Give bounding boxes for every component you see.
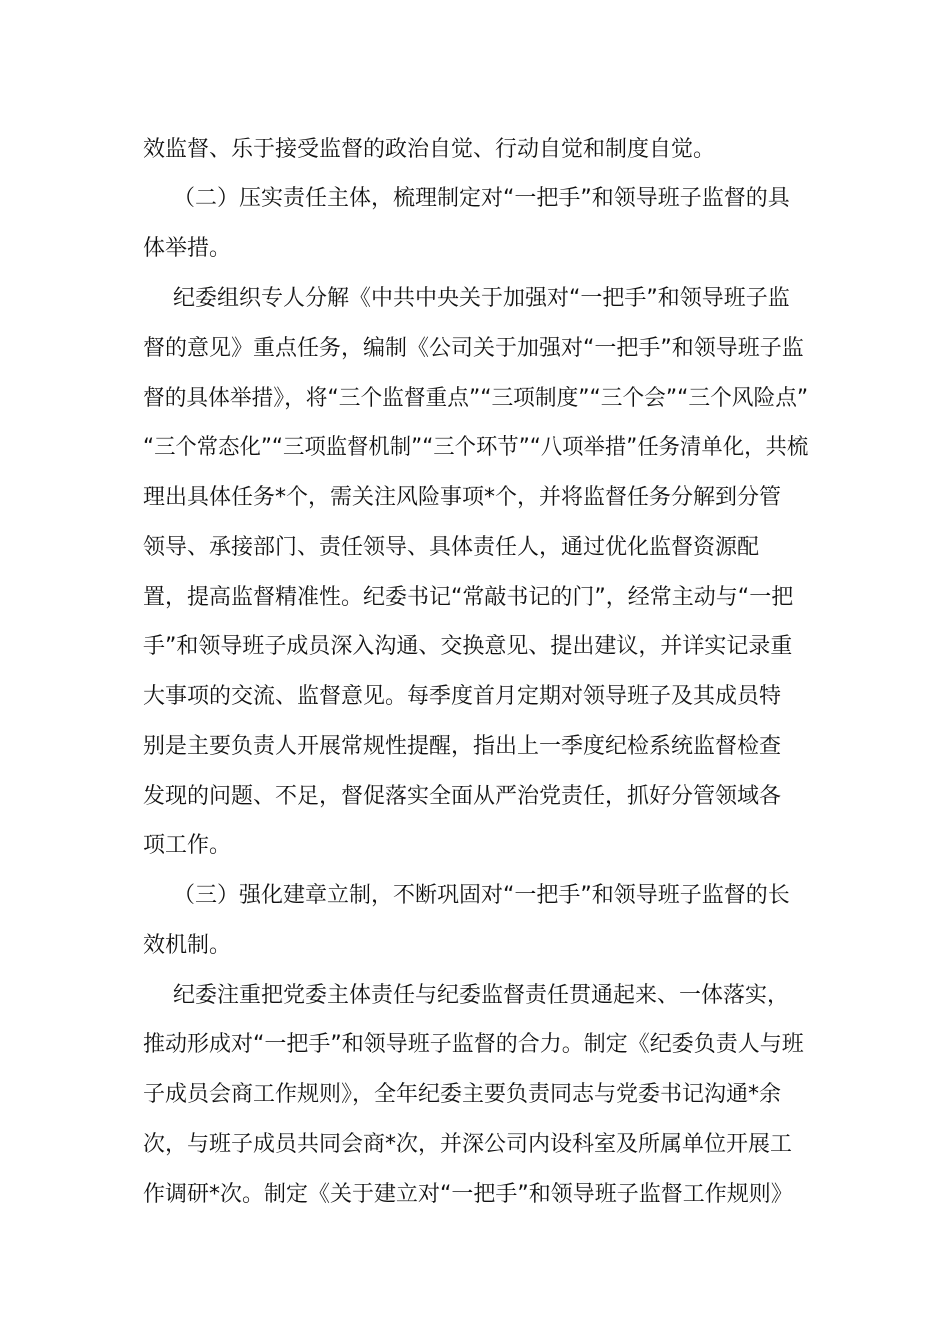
section-heading: （二）压实责任主体，梳理制定对“一把手”和领导班子监督的具 bbox=[173, 186, 790, 211]
text-line: 纪委注重把党委主体责任与纪委监督责任贯通起来、一体落实， bbox=[173, 983, 790, 1008]
section-heading: 效机制。 bbox=[143, 933, 232, 958]
text-line: 效监督、乐于接受监督的政治自觉、行动自觉和制度自觉。 bbox=[143, 137, 716, 162]
text-line: 作调研*次。制定《关于建立对“一把手”和领导班子监督工作规则》 bbox=[143, 1182, 793, 1207]
text-line: 次，与班子成员共同会商*次，并深公司内设科室及所属单位开展工 bbox=[143, 1132, 793, 1157]
text-line: 大事项的交流、监督意见。每季度首月定期对领导班子及其成员特 bbox=[143, 684, 782, 709]
text-line: “三个常态化”“三项监督机制”“三个环节”“八项举措”任务清单化，共梳 bbox=[143, 435, 809, 460]
text-line: 发现的问题、不足，督促落实全面从严治党责任，抓好分管领域各 bbox=[143, 784, 782, 809]
text-line: 领导、承接部门、责任领导、具体责任人，通过优化监督资源配 bbox=[143, 535, 760, 560]
section-heading: 体举措。 bbox=[143, 236, 232, 261]
text-line: 推动形成对“一把手”和领导班子监督的合力。制定《纪委负责人与班 bbox=[143, 1032, 804, 1057]
text-line: 项工作。 bbox=[143, 833, 232, 858]
text-line: 督的具体举措》，将“三个监督重点”“三项制度”“三个会”“三个风险点” bbox=[143, 386, 809, 411]
text-line: 别是主要负责人开展常规性提醒，指出上一季度纪检系统监督检查 bbox=[143, 734, 782, 759]
section-heading: （三）强化建章立制，不断巩固对“一把手”和领导班子监督的长 bbox=[173, 883, 790, 908]
text-line: 置，提高监督精准性。纪委书记“常敲书记的门”，经常主动与“一把 bbox=[143, 585, 794, 610]
text-line: 理出具体任务*个，需关注风险事项*个，并将监督任务分解到分管 bbox=[143, 485, 782, 510]
text-line: 手”和领导班子成员深入沟通、交换意见、提出建议，并详实记录重 bbox=[143, 634, 793, 659]
text-line: 子成员会商工作规则》，全年纪委主要负责同志与党委书记沟通*余 bbox=[143, 1082, 782, 1107]
text-line: 纪委组织专人分解《中共中央关于加强对“一把手”和领导班子监 bbox=[173, 286, 790, 311]
text-line: 督的意见》重点任务，编制《公司关于加强对“一把手”和领导班子监 bbox=[143, 336, 804, 361]
